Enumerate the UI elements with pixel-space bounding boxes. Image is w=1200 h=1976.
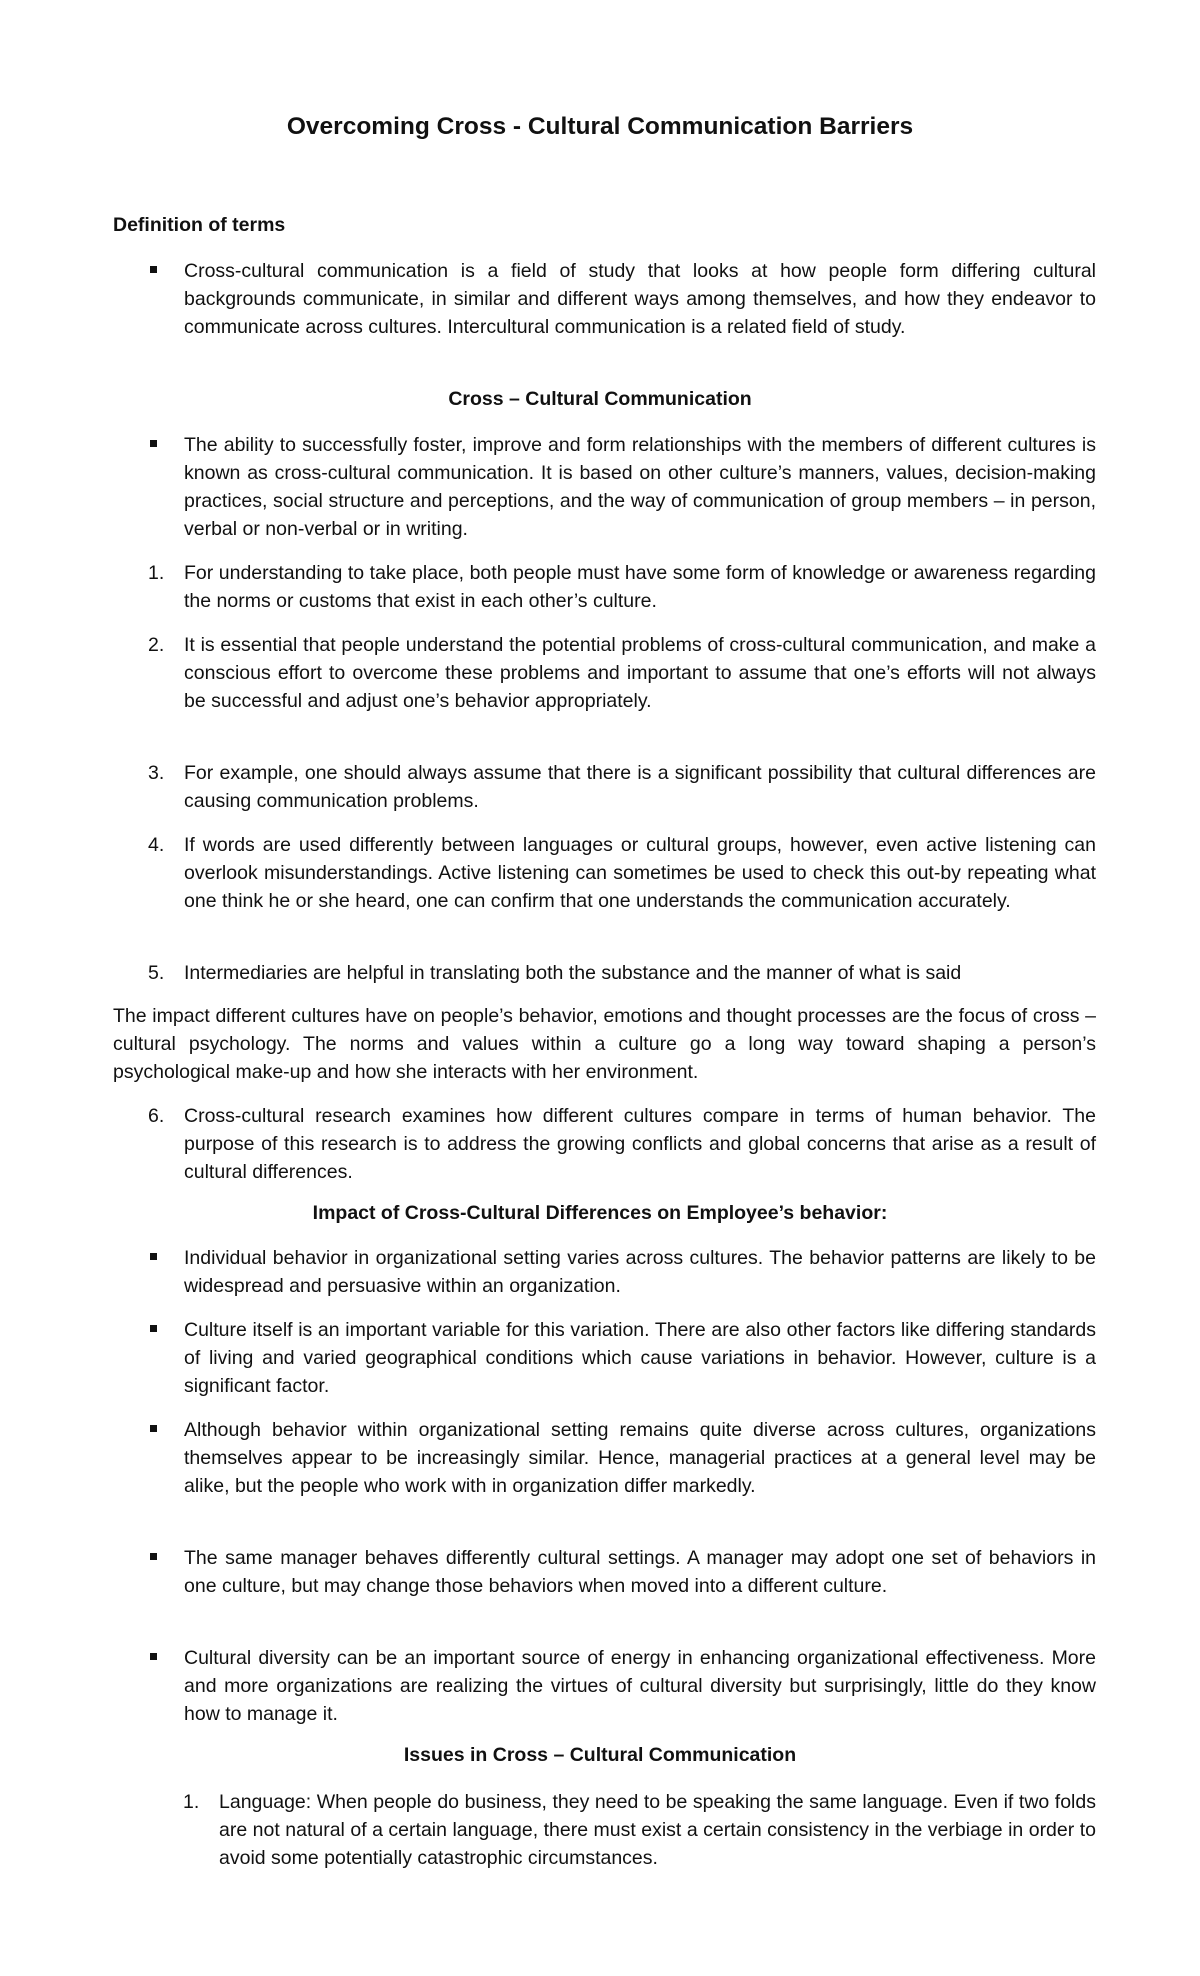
list-number: 1.: [148, 562, 165, 584]
impact-bullet-1: Individual behavior in organizational setting varies across cultures. The behavior patterns are likely to be widespread and persuasive within an organization.: [184, 1247, 1096, 1297]
numbered-item-5: Intermediaries are helpful in translating both the substance and the manner of what is said: [184, 962, 962, 984]
bullet-icon: [150, 1553, 157, 1560]
impact-bullet-3: Although behavior within organizational setting remains quite diverse across cultures, organizations themselves appear to be increasingly similar. Hence, managerial practices at a general level may be alike, but the people who work with in organization differ markedly.: [184, 1419, 1096, 1497]
numbered-item-4: If words are used differently between languages or cultural groups, however, even active listening can overlook misunderstandings. Active listening can sometimes be used to check this out-by repeating what one think he or she heard, one can confirm that one understands the communication accurately.: [184, 834, 1096, 912]
cross-cultural-bullet: The ability to successfully foster, improve and form relationships with the members of different cultures is known as cross-cultural communication. It is based on other culture’s manners, values, decision-making practices, social structure and perceptions, and the way of communication of group members – in person, verbal or non-verbal or in writing.: [184, 434, 1096, 540]
list-number: 2.: [148, 634, 165, 656]
impact-bullet-5: Cultural diversity can be an important source of energy in enhancing organizational effectiveness. More and more organizations are realizing the virtues of cultural diversity but surprisingly, little do they know how to manage it.: [184, 1647, 1096, 1725]
bullet-icon: [150, 440, 157, 447]
bullet-icon: [150, 1325, 157, 1332]
list-number: 1.: [183, 1791, 200, 1813]
bullet-icon: [150, 1425, 157, 1432]
list-number: 6.: [148, 1105, 165, 1127]
impact-bullet-4: The same manager behaves differently cultural settings. A manager may adopt one set of behaviors in one culture, but may change those behaviors when moved into a different culture.: [184, 1547, 1096, 1597]
bullet-icon: [150, 266, 157, 273]
numbered-item-3: For example, one should always assume that there is a significant possibility that cultural differences are causing communication problems.: [184, 762, 1096, 812]
numbered-item-1: For understanding to take place, both people must have some form of knowledge or awareness regarding the norms or customs that exist in each other’s culture.: [184, 562, 1096, 612]
list-number: 4.: [148, 834, 165, 856]
issues-item-1: Language: When people do business, they need to be speaking the same language. Even if two folds are not natural of a certain language, there must exist a certain consistency in the verbiage in order to avoid some potentially catastrophic circumstances.: [219, 1791, 1096, 1869]
numbered-item-6: Cross-cultural research examines how different cultures compare in terms of human behavior. The purpose of this research is to address the growing conflicts and global concerns that arise as a result of cultural differences.: [184, 1105, 1096, 1183]
section-heading-cross-cultural: Cross – Cultural Communication: [448, 388, 752, 410]
definition-bullet: Cross-cultural communication is a field of study that looks at how people form differing cultural backgrounds communicate, in similar and different ways among themselves, and how they endeavor to communicate across cultures. Intercultural communication is a related field of study.: [184, 260, 1096, 338]
impact-bullet-2: Culture itself is an important variable for this variation. There are also other factors like differing standards of living and varied geographical conditions which cause variations in behavior. However, culture is a significant factor.: [184, 1319, 1096, 1397]
section-heading-issues: Issues in Cross – Cultural Communication: [403, 1744, 797, 1766]
impact-paragraph: The impact different cultures have on people’s behavior, emotions and thought processes are the focus of cross – cultural psychology. The norms and values within a culture go a long way toward shaping a person’s psychological make-up and how she interacts with her environment.: [113, 1005, 1096, 1083]
document-title: Overcoming Cross - Cultural Communication Barriers: [286, 113, 914, 140]
bullet-icon: [150, 1653, 157, 1660]
bullet-icon: [150, 1253, 157, 1260]
section-heading-impact: Impact of Cross-Cultural Differences on Employee’s behavior:: [312, 1202, 888, 1224]
numbered-item-2: It is essential that people understand the potential problems of cross-cultural communication, and make a conscious effort to overcome these problems and important to assume that one’s efforts will not always be successful and adjust one’s behavior appropriately.: [184, 634, 1096, 712]
definition-heading: Definition of terms: [113, 214, 286, 236]
list-number: 3.: [148, 762, 165, 784]
list-number: 5.: [148, 962, 165, 984]
